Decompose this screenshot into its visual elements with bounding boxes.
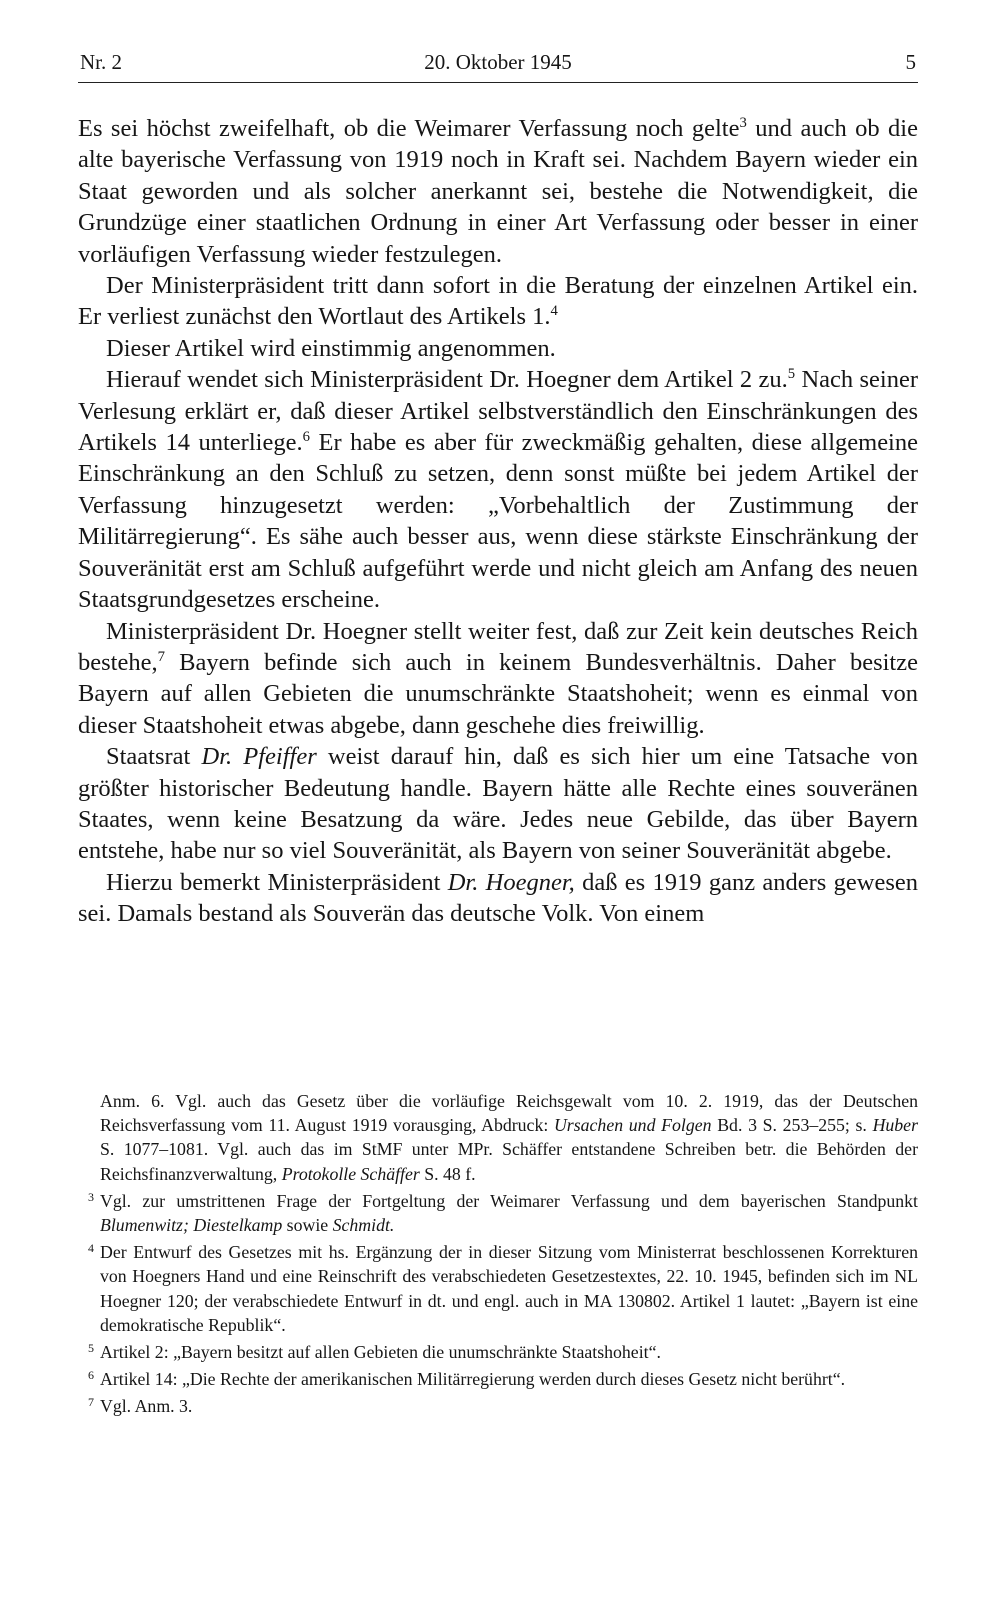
footnote-reference: 7	[157, 649, 165, 666]
text-run: daß es 1919 ganz anders gewesen sei. Damals bestand als Souverän das deutsche Volk. Von einem	[78, 868, 918, 928]
paragraph	[78, 616, 918, 742]
italic-name: Ursachen und Folgen	[553, 1115, 712, 1136]
text-run: und auch ob die alte bayerische Verfassung von 1919 noch in Kraft sei. Nachdem Bayern wieder ein Staat geworden und als solcher anerkannt sei, bestehe die Notwendigkeit, die Grundzüge einer staatlichen Ordnung in einer Art Verfassung oder besser in einer vorläufigen Verfassung wieder festzulegen.	[78, 115, 918, 268]
text-run: Dieser Artikel wird einstimmig angenommen.	[106, 334, 556, 362]
italic-name: Blumenwitz; Diestelkamp	[100, 1215, 283, 1236]
text-run: Bayern befinde sich auch in keinem Bundesverhältnis. Daher besitze Bayern auf allen Gebieten die unumschränkte Staatshoheit; wenn es einmal von dieser Staatshoheit etwas abgebe, dann geschehe dies freiwillig.	[78, 648, 918, 739]
page-number: 5	[905, 50, 916, 74]
footnote-reference: 5	[787, 366, 796, 383]
italic-name: Protokolle Schäffer	[281, 1163, 420, 1184]
paragraph	[78, 270, 918, 333]
footnote-reference: 4	[550, 303, 558, 320]
text-run: Artikel 2: „Bayern besitzt auf allen Gebieten die unumschränkte Staatshoheit“.	[100, 1342, 661, 1363]
italic-name: Dr. Pfeiffer	[201, 743, 317, 771]
text-run: Der Ministerpräsident tritt dann sofort in die Beratung der einzelnen Artikel ein. Er verliest zunächst den Wortlaut des Artikels 1.	[78, 272, 918, 331]
text-run: Bd. 3 S. 253–255; s.	[711, 1115, 873, 1136]
footnote	[88, 1189, 918, 1237]
paragraph	[78, 333, 918, 364]
text-run: Ministerpräsident Dr. Hoegner stellt weiter fest, daß zur Zeit kein deutsches Reich bestehe,	[78, 617, 918, 676]
footnote	[88, 1367, 918, 1391]
header-date: 20. Oktober 1945	[424, 50, 572, 74]
text-run: weist darauf hin, daß es sich hier um eine Tatsache von größter historischer Bedeutung handle. Bayern hätte alle Rechte eines souveränen Staates, wenn keine Besatzung da wäre. Jedes neue Gebilde, das über Bayern entstehe, habe nur so viel Souveränität, als Bayern von seiner Souveränität abgebe.	[78, 743, 918, 865]
paragraph	[78, 867, 918, 930]
text-run: Vgl. Anm. 3.	[100, 1396, 193, 1417]
running-header	[78, 48, 918, 83]
footnote-reference: 6	[302, 429, 310, 446]
footnote-number: 6	[88, 1368, 94, 1383]
footnote-number: 5	[88, 1341, 94, 1356]
footnote-number: 4	[88, 1241, 94, 1256]
italic-name: Schmidt.	[332, 1215, 395, 1236]
text-run: Es sei höchst zweifelhaft, ob die Weimarer Verfassung noch gelte	[78, 115, 740, 142]
main-text	[78, 113, 918, 930]
issue-number: Nr. 2	[80, 50, 122, 74]
text-run: Hierauf wendet sich Ministerpräsident Dr. Hoegner dem Artikel 2 zu.	[106, 366, 788, 394]
text-run: Staatsrat	[106, 743, 202, 771]
text-run: Nach seiner Verlesung erklärt er, daß dieser Artikel selbstverständlich den Einschränkungen des Artikels 14 unterliege.	[78, 366, 918, 457]
footnote-reference: 3	[739, 115, 747, 132]
text-run: Artikel 14: „Die Rechte der amerikanischen Militärregierung werden durch dieses Gesetz nicht berührt“.	[100, 1369, 846, 1390]
text-run: S. 1077–1081. Vgl. auch das im StMF unter MPr. Schäffer entstandene Schreiben betr. die Behörden der Reichsfinanzverwaltung,	[100, 1139, 918, 1184]
text-run: Der Entwurf des Gesetzes mit hs. Ergänzung der in dieser Sitzung vom Ministerrat beschlossenen Korrekturen von Hoegners Hand und eine Reinschrift des verabschiedeten Gesetzestextes, 22. 10. 1945, befinden sich im NL Hoegner 120; der verabschiedete Entwurf in dt. und engl. auch in MA 130802. Artikel 1 lautet: „Bayern ist eine demokratische Republik“.	[100, 1242, 918, 1335]
italic-name: Dr. Hoegner,	[447, 868, 575, 896]
paragraph	[78, 113, 918, 270]
text-run: Hierzu bemerkt Ministerpräsident	[106, 868, 448, 896]
footnote	[100, 1089, 918, 1186]
text-run: S. 48 f.	[419, 1163, 476, 1184]
footnote-number: 7	[88, 1395, 94, 1410]
footnote-number: 3	[88, 1189, 94, 1204]
footnotes	[88, 1089, 918, 1422]
footnote	[88, 1394, 918, 1418]
paragraph	[78, 364, 918, 615]
paragraph	[78, 741, 918, 867]
italic-name: Huber	[872, 1115, 918, 1136]
footnote	[88, 1340, 918, 1364]
text-run: sowie	[282, 1215, 333, 1236]
text-run: Er habe es aber für zweckmäßig gehalten, diese allgemeine Einschränkung an den Schluß zu setzen, denn sonst müßte bei jedem Artikel der Verfassung hinzugesetzt werden: „Vorbehaltlich der Zustimmung der Militärregierung“. Es sähe auch besser aus, wenn diese stärkste Einschränkung der Souveränität erst am Schluß aufgeführt werde und nicht gleich am Anfang des neuen Staatsgrundgesetzes erscheine.	[78, 429, 918, 614]
footnote	[88, 1240, 918, 1337]
text-run: Vgl. zur umstrittenen Frage der Fortgeltung der Weimarer Verfassung und dem bayerischen Standpunkt	[100, 1190, 918, 1211]
text-run: Anm. 6. Vgl. auch das Gesetz über die vorläufige Reichsgewalt vom 10. 2. 1919, das der Deutschen Reichsverfassung vom 11. August 1919 vorausging, Abdruck:	[100, 1091, 918, 1136]
